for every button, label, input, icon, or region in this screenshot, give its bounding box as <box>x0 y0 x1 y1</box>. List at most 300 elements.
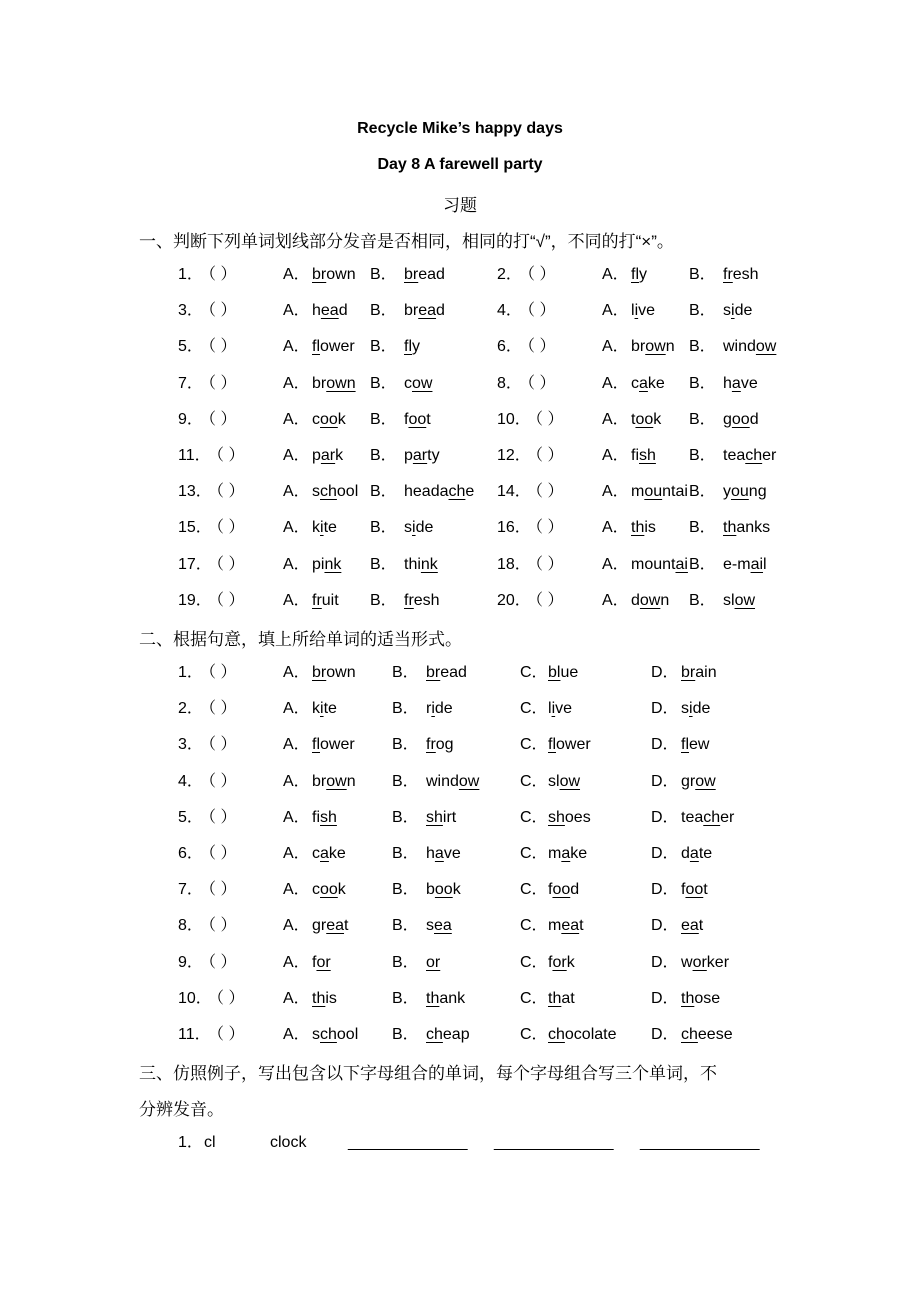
option-b-label: B． <box>370 447 397 464</box>
option-b-word: book <box>426 881 461 899</box>
answer-blank[interactable]: （ ） <box>200 700 237 718</box>
underlined-letters: ch <box>426 1026 443 1043</box>
answer-blank[interactable]: （ ） <box>200 410 237 428</box>
option-a-label: A． <box>283 808 310 826</box>
underlined-letters: nk <box>420 555 438 573</box>
option-b-word: ride <box>426 700 453 718</box>
option-b-word: bread <box>404 302 445 320</box>
option-a-word: this <box>631 519 656 537</box>
option-d-label: D． <box>651 664 679 681</box>
option-a-word: live <box>631 302 656 320</box>
option-a-label: A． <box>283 736 310 754</box>
underlined-letters: or <box>692 953 707 971</box>
underlined-letters: br <box>312 664 327 681</box>
option-c-word: that <box>548 989 575 1007</box>
answer-blank[interactable]: （ ） <box>200 881 237 899</box>
option-b-word: window <box>426 772 480 790</box>
option-a-word: down <box>631 591 670 609</box>
underlined-letters: i <box>320 519 324 537</box>
answer-blank[interactable]: （ ） <box>200 664 237 681</box>
underlined-letters: ow <box>412 374 433 392</box>
underlined-letters: ch <box>320 483 337 501</box>
option-a-word: fly <box>631 266 647 283</box>
question-number: 6． <box>178 845 203 862</box>
option-b-word: e-mail <box>723 555 767 573</box>
exercise-label: 习题 <box>443 196 477 215</box>
letter-combination: cl <box>204 1134 216 1151</box>
option-c-label: C． <box>520 953 548 971</box>
question-row <box>0 444 920 468</box>
underlined-letters: ai <box>675 555 688 573</box>
underlined-letters: i <box>634 302 639 320</box>
answer-blank[interactable]: （ ） <box>527 555 564 573</box>
underlined-letters: fr <box>723 266 733 283</box>
option-b-word: cow <box>404 374 433 392</box>
option-b-word: fresh <box>404 591 440 609</box>
option-c-label: C． <box>520 808 548 826</box>
underlined-letters: br <box>681 664 696 681</box>
option-a-label: A． <box>602 447 629 464</box>
answer-blank[interactable]: （ ） <box>200 953 237 971</box>
option-a-label: A． <box>602 555 629 573</box>
writing-row <box>0 1131 920 1155</box>
example-word: clock <box>270 1134 307 1151</box>
underlined-letters: or <box>552 953 567 971</box>
question-row <box>0 697 920 721</box>
option-b-label: B． <box>689 483 716 501</box>
answer-blank[interactable]: （ ） <box>208 1026 245 1043</box>
question-row <box>0 661 920 685</box>
underlined-letters: fl <box>548 736 556 754</box>
option-a-label: A． <box>283 917 310 935</box>
underlined-letters: ea <box>418 302 437 320</box>
option-a-label: A． <box>602 266 629 283</box>
answer-blank[interactable]: （ ） <box>200 917 237 935</box>
underlined-letters: ow <box>458 772 480 790</box>
option-d-label: D． <box>651 881 679 899</box>
option-b-label: B． <box>370 555 397 573</box>
option-b-word: teacher <box>723 447 777 464</box>
underlined-letters: ch <box>681 1026 698 1043</box>
answer-blank[interactable]: （ ） <box>208 591 245 609</box>
underlined-letters: ai <box>750 555 764 573</box>
option-b-label: B． <box>392 989 419 1007</box>
answer-blank[interactable]: （ ） <box>527 519 564 537</box>
question-number: 3． <box>178 302 203 320</box>
option-b-word: foot <box>404 410 431 428</box>
option-a-word: cake <box>312 845 346 862</box>
option-b-word <box>426 951 440 975</box>
section-3-heading-line2: 分辨发音。 <box>139 1100 224 1119</box>
option-a-word: flower <box>312 736 355 754</box>
option-a-label: A． <box>283 881 310 899</box>
answer-blank[interactable]: （ ） <box>519 266 556 283</box>
underlined-letters: ea <box>320 302 339 320</box>
option-a-label: A． <box>283 989 310 1007</box>
underlined-letters: a <box>320 845 329 862</box>
option-a-word: head <box>312 302 348 320</box>
underlined-letters: fl <box>404 338 412 356</box>
option-a-word: took <box>631 410 662 428</box>
option-d-word: those <box>681 989 721 1007</box>
option-d-label: D． <box>651 845 679 862</box>
option-c-word: slow <box>548 772 581 790</box>
option-a-word: brown <box>312 266 356 283</box>
option-b-word: fly <box>404 338 420 356</box>
underlined-letters: br <box>312 266 327 283</box>
option-a-label: A． <box>283 555 310 573</box>
option-d-label: D． <box>651 736 679 754</box>
question-row <box>0 1023 920 1047</box>
underlined-letters: i <box>551 700 556 718</box>
answer-blank[interactable]: （ ） <box>200 772 237 790</box>
option-b-word: side <box>723 302 753 320</box>
option-b-label: B． <box>370 591 397 609</box>
question-row <box>0 553 920 577</box>
underlined-letters: th <box>426 989 440 1007</box>
option-a-word: this <box>312 989 337 1007</box>
underlined-letters: ar <box>320 447 336 464</box>
underlined-letters: th <box>723 519 737 537</box>
option-a-word: kite <box>312 519 337 537</box>
question-number: 19． <box>178 591 212 609</box>
option-b-label: B． <box>689 374 716 392</box>
option-d-word: date <box>681 845 713 862</box>
underlined-letters: oo <box>320 410 338 428</box>
option-a-label: A． <box>602 302 629 320</box>
question-row <box>0 263 920 287</box>
answer-blank[interactable]: （ ） <box>200 736 237 754</box>
underlined-letters: ea <box>681 917 699 935</box>
underlined-letters: ou <box>644 483 663 501</box>
underlined-letters: ou <box>731 483 749 501</box>
worksheet-subtitle: Day 8 A farewell party <box>377 156 543 173</box>
option-b-word: thanks <box>723 519 771 537</box>
option-b-word: side <box>404 519 434 537</box>
option-b-word: thank <box>426 989 466 1007</box>
option-c-word: fork <box>548 953 575 971</box>
underlined-letters: a <box>561 845 571 862</box>
underlined-letters: nk <box>324 555 342 573</box>
question-row <box>0 770 920 794</box>
option-d-label: D． <box>651 1026 679 1043</box>
underlined-letters: own <box>326 374 356 392</box>
option-b-label: B． <box>392 953 419 971</box>
underlined-letters: ar <box>412 447 428 464</box>
option-b-word: good <box>723 410 759 428</box>
option-b-word: have <box>723 374 758 392</box>
option-b-word: bread <box>426 664 467 681</box>
underlined-letters: ea <box>561 917 580 935</box>
question-number: 16． <box>497 519 531 537</box>
option-b-label: B． <box>392 917 419 935</box>
section-3-heading-line1: 三、仿照例子，写出包含以下字母组合的单词，每个字母组合写三个单词，不 <box>139 1064 717 1083</box>
question-number: 8． <box>178 917 203 935</box>
underlined-letters: i <box>731 302 735 320</box>
answer-blank[interactable]: （ ） <box>527 591 564 609</box>
option-b-word: headache <box>404 483 475 501</box>
option-c-word: meat <box>548 917 584 935</box>
option-b-label: B． <box>392 1026 419 1043</box>
underlined-letters: i <box>320 700 324 718</box>
option-a-word: kite <box>312 700 337 718</box>
underlined-letters: a <box>639 374 648 392</box>
underlined-letters: th <box>548 989 562 1007</box>
answer-blank[interactable]: （ ） <box>208 989 245 1007</box>
option-c-word: make <box>548 845 588 862</box>
option-b-label: B． <box>370 266 397 283</box>
option-d-word: worker <box>681 953 730 971</box>
question-row <box>0 408 920 432</box>
underlined-letters: th <box>681 989 695 1007</box>
answer-blank[interactable]: （ ） <box>527 410 564 428</box>
question-number: 2． <box>178 700 203 718</box>
question-row <box>0 987 920 1011</box>
answer-blank[interactable]: （ ） <box>200 808 237 826</box>
question-number: 18． <box>497 555 531 573</box>
option-b-label: B． <box>689 338 716 356</box>
underlined-letters: i <box>431 700 435 718</box>
option-b-label: B． <box>689 410 716 428</box>
question-number: 14． <box>497 483 531 501</box>
answer-blank[interactable]: （ ） <box>200 845 237 862</box>
underlined-letters: a <box>434 845 444 862</box>
question-number: 8． <box>497 374 522 392</box>
answer-blank[interactable]: （ ） <box>519 338 556 356</box>
underlined-letters: oo <box>552 881 571 899</box>
option-d-word: flew <box>681 736 710 754</box>
option-b-word: bread <box>404 266 445 283</box>
option-a-label: A． <box>283 953 310 971</box>
option-d-word: cheese <box>681 1026 733 1043</box>
underlined-letters: br <box>404 266 419 283</box>
option-a-word: fruit <box>312 591 339 609</box>
option-c-label: C． <box>520 664 548 681</box>
option-b-label: B． <box>370 302 397 320</box>
answer-line-1[interactable]: _______________ <box>348 1134 467 1151</box>
underlined-letters: i <box>412 519 416 537</box>
option-a-label: A． <box>283 410 310 428</box>
underlined-letters: bl <box>548 664 561 681</box>
option-b-label: B． <box>689 591 716 609</box>
answer-line-2[interactable]: _______________ <box>494 1134 613 1151</box>
question-number: 4． <box>497 302 522 320</box>
underlined-letters: sh <box>426 808 443 826</box>
underlined-letters: i <box>689 700 693 718</box>
worksheet-title: Recycle Mike’s happy days <box>357 120 563 137</box>
option-b-word: frog <box>426 736 454 754</box>
option-d-label: D． <box>651 917 679 935</box>
option-a-label: A． <box>602 591 629 609</box>
option-c-label: C． <box>520 989 548 1007</box>
option-b-label: B． <box>370 519 397 537</box>
option-a-label: A． <box>602 519 629 537</box>
underlined-letters: fl <box>312 736 320 754</box>
option-a-label: A． <box>283 845 310 862</box>
option-a-word: fish <box>312 808 337 826</box>
option-a-label: A． <box>602 338 629 356</box>
answer-blank[interactable]: （ ） <box>208 483 245 501</box>
question-number: 2． <box>497 266 522 283</box>
option-d-label: D． <box>651 808 679 826</box>
option-a-word: fish <box>631 447 656 464</box>
underlined-letters: or <box>426 953 441 971</box>
option-a-label: A． <box>283 338 310 356</box>
answer-blank[interactable]: （ ） <box>208 519 245 537</box>
option-a-word: mountai <box>631 483 688 501</box>
option-c-word: shoes <box>548 808 591 826</box>
option-b-label: B． <box>392 845 419 862</box>
option-a-word: pink <box>312 555 342 573</box>
underlined-letters: ch <box>448 483 466 501</box>
option-c-label: C． <box>520 917 548 935</box>
question-number: 7． <box>178 881 203 899</box>
option-c-label: C． <box>520 736 548 754</box>
option-b-label: B． <box>370 338 397 356</box>
option-d-label: D． <box>651 772 679 790</box>
question-number: 1． <box>178 664 203 681</box>
question-number: 15． <box>178 519 212 537</box>
option-b-label: B． <box>370 374 397 392</box>
option-b-label: B． <box>370 410 397 428</box>
option-a-word: for <box>312 953 331 971</box>
option-a-word: brown <box>312 664 356 681</box>
underlined-letters: ow <box>695 772 716 790</box>
underlined-letters: ow <box>326 772 347 790</box>
question-number: 5． <box>178 338 203 356</box>
underlined-letters: oo <box>434 881 453 899</box>
option-d-label: D． <box>651 700 679 718</box>
question-number: 7． <box>178 374 203 392</box>
option-b-label: B． <box>392 664 419 681</box>
underlined-letters: fl <box>312 338 320 356</box>
option-a-word: mountai <box>631 555 688 573</box>
option-a-word: cook <box>312 410 346 428</box>
option-b-label: B． <box>689 519 716 537</box>
answer-blank[interactable]: （ ） <box>519 302 556 320</box>
answer-blank[interactable]: （ ） <box>519 374 556 392</box>
answer-blank[interactable]: （ ） <box>527 447 564 464</box>
option-b-word: fresh <box>723 266 759 283</box>
option-a-label: A． <box>283 266 310 283</box>
underlined-letters: oo <box>731 410 750 428</box>
option-a-word: school <box>312 1026 359 1043</box>
option-d-label: D． <box>651 989 679 1007</box>
option-b-word: window <box>723 338 777 356</box>
question-row <box>0 842 920 866</box>
option-b-label: B． <box>689 555 716 573</box>
answer-blank[interactable]: （ ） <box>200 302 237 320</box>
underlined-letters: br <box>426 664 441 681</box>
underlined-letters: oo <box>320 881 338 899</box>
option-b-label: B． <box>392 700 419 718</box>
option-a-label: A． <box>283 664 310 681</box>
option-a-word: cook <box>312 881 346 899</box>
underlined-letters: oo <box>635 410 654 428</box>
option-a-word: brown <box>312 374 356 392</box>
question-number: 6． <box>497 338 522 356</box>
underlined-letters: fl <box>681 736 689 754</box>
option-b-word: cheap <box>426 1026 470 1043</box>
option-a-word: great <box>312 917 349 935</box>
option-c-word: live <box>548 700 573 718</box>
underlined-letters: ow <box>639 591 661 609</box>
underlined-letters: fr <box>312 591 322 609</box>
option-a-word: park <box>312 447 344 464</box>
answer-blank[interactable]: （ ） <box>200 266 237 283</box>
option-a-label: A． <box>283 772 310 790</box>
question-number: 9． <box>178 953 203 971</box>
option-a-label: A． <box>283 447 310 464</box>
answer-blank[interactable]: （ ） <box>200 338 237 356</box>
underlined-letters: th <box>631 519 645 537</box>
option-b-word: party <box>404 447 440 464</box>
underlined-letters: a <box>731 374 741 392</box>
option-b-word: have <box>426 845 461 862</box>
underlined-letters: a <box>689 845 699 862</box>
option-c-word: chocolate <box>548 1026 617 1043</box>
underlined-letters: ow <box>559 772 581 790</box>
question-number: 13． <box>178 483 212 501</box>
option-b-word: sea <box>426 917 452 935</box>
question-number: 11． <box>178 447 211 464</box>
option-a-label: A． <box>602 483 629 501</box>
answer-blank[interactable]: （ ） <box>527 483 564 501</box>
question-number: 10． <box>178 989 212 1007</box>
question-row <box>0 806 920 830</box>
underlined-letters: ch <box>703 808 721 826</box>
option-c-word: food <box>548 881 580 899</box>
question-number: 3． <box>178 736 203 754</box>
question-row <box>0 914 920 938</box>
option-b-label: B． <box>392 772 419 790</box>
option-a-label: A． <box>283 591 310 609</box>
answer-line-3[interactable]: _______________ <box>640 1134 759 1151</box>
answer-blank[interactable]: （ ） <box>208 447 245 464</box>
answer-blank[interactable]: （ ） <box>200 374 237 392</box>
option-a-label: A． <box>602 374 629 392</box>
question-number: 17． <box>178 555 212 573</box>
question-number: 20． <box>497 591 531 609</box>
question-row <box>0 372 920 396</box>
option-d-word: side <box>681 700 711 718</box>
option-b-word: young <box>723 483 767 501</box>
option-c-word: blue <box>548 664 579 681</box>
option-b-word: slow <box>723 591 756 609</box>
underlined-letters: ow <box>645 338 666 356</box>
question-row <box>0 299 920 323</box>
option-a-label: A． <box>283 374 310 392</box>
answer-blank[interactable]: （ ） <box>208 555 245 573</box>
question-number: 10． <box>497 410 531 428</box>
option-d-word: eat <box>681 917 704 935</box>
underlined-letters: oo <box>685 881 704 899</box>
option-b-label: B． <box>392 881 419 899</box>
option-d-label: D． <box>651 953 679 971</box>
question-number: 12． <box>497 447 531 464</box>
underlined-letters: ow <box>755 338 777 356</box>
option-a-label: A． <box>283 302 310 320</box>
underlined-letters: sh <box>320 808 337 826</box>
option-b-word: shirt <box>426 808 457 826</box>
underlined-letters: ch <box>320 1026 337 1043</box>
section-1-heading: 一、判断下列单词划线部分发音是否相同，相同的打“√”，不同的打“×”。 <box>139 232 674 251</box>
underlined-letters: fr <box>404 591 414 609</box>
option-c-label: C． <box>520 1026 548 1043</box>
option-b-label: B． <box>689 266 716 283</box>
underlined-letters: ch <box>745 447 763 464</box>
option-c-label: C． <box>520 845 548 862</box>
